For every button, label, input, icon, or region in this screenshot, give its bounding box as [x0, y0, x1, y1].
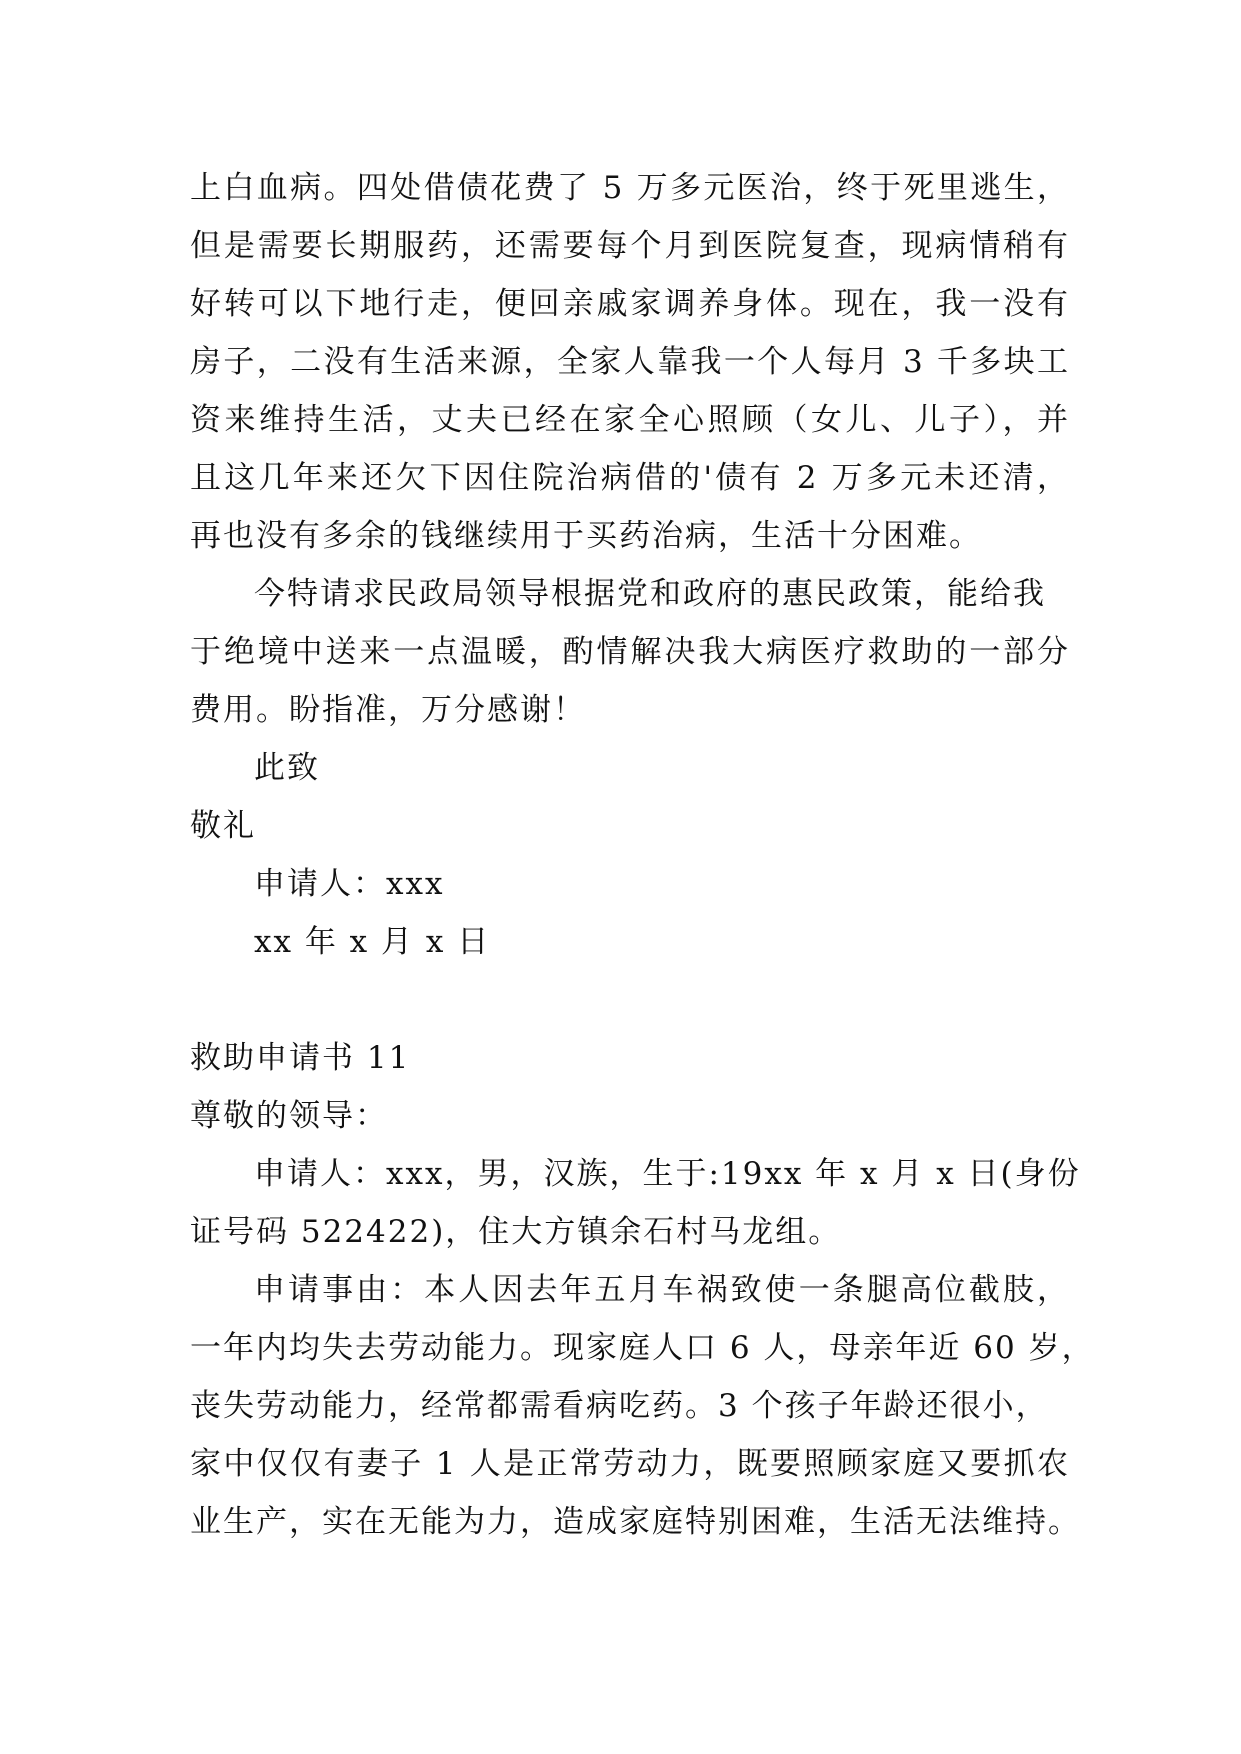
s1-p1-line-7: 再也没有多余的钱继续用于买药治病，生活十分困难。 — [190, 518, 982, 554]
s1-p1-line-4: 房子，二没有生活来源，全家人靠我一个人每月 3 千多块工 — [190, 344, 1070, 380]
s1-p1-line-1: 上白血病。四处借债花费了 5 万多元医治，终于死里逃生， — [190, 170, 1070, 206]
s2-p2-line-2: 一年内均失去劳动能力。现家庭人口 6 人，母亲年近 60 岁， — [190, 1330, 1095, 1366]
applicant-signature: 申请人：xxx — [254, 866, 445, 902]
s2-p1-line-1: 申请人：xxx，男，汉族，生于:19xx 年 x 月 x 日(身份 — [254, 1156, 1081, 1192]
salute-text: 敬礼 — [190, 808, 256, 844]
s1-p2-line-2: 于绝境中送来一点温暖，酌情解决我大病医疗救助的一部分 — [190, 634, 1070, 670]
greeting: 尊敬的领导： — [190, 1098, 388, 1134]
closing-text: 此致 — [254, 750, 320, 786]
signature-date: xx 年 x 月 x 日 — [254, 924, 491, 960]
s1-p1-line-3: 好转可以下地行走，便回亲戚家调养身体。现在，我一没有 — [190, 286, 1070, 322]
s2-p2-line-1: 申请事由：本人因去年五月车祸致使一条腿高位截肢， — [254, 1272, 1070, 1308]
s2-p1-line-2: 证号码 522422)，住大方镇余石村马龙组。 — [190, 1214, 842, 1250]
s1-p1-line-6: 且这几年来还欠下因住院治病借的'债有 2 万多元未还清， — [190, 460, 1070, 496]
s1-p2-line-3: 费用。盼指准，万分感谢！ — [190, 692, 586, 728]
s1-p1-line-5: 资来维持生活，丈夫已经在家全心照顾（女儿、儿子），并 — [190, 402, 1070, 438]
s1-p2-line-1: 今特请求民政局领导根据党和政府的惠民政策，能给我 — [254, 576, 1046, 612]
s2-p2-line-3: 丧失劳动能力，经常都需看病吃药。3 个孩子年龄还很小， — [190, 1388, 1049, 1424]
s1-p1-line-2: 但是需要长期服药，还需要每个月到医院复查，现病情稍有 — [190, 228, 1070, 264]
section-title: 救助申请书 11 — [190, 1040, 411, 1076]
s2-p2-line-4: 家中仅仅有妻子 1 人是正常劳动力，既要照顾家庭又要抓农 — [190, 1446, 1070, 1482]
s2-p2-line-5: 业生产，实在无能为力，造成家庭特别困难，生活无法维持。 — [190, 1504, 1081, 1540]
